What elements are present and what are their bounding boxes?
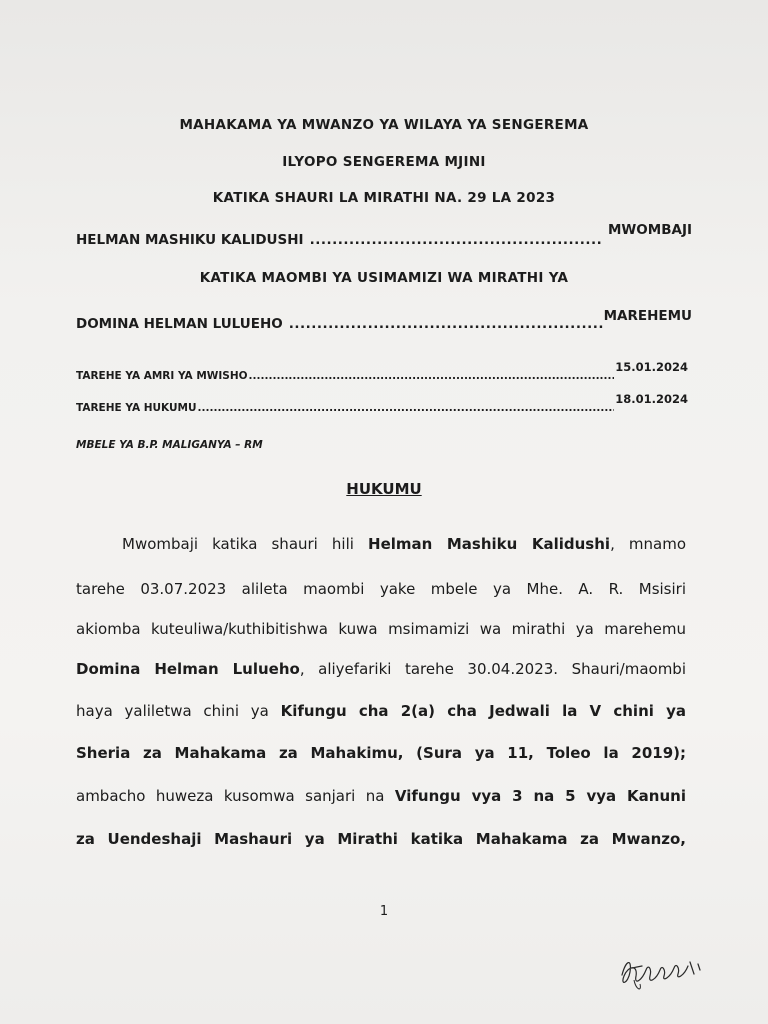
applicant-name: HELMAN MASHIKU KALIDUSHI [76,232,304,248]
case-number: KATIKA SHAURI LA MIRATHI NA. 29 LA 2023 [212,190,556,206]
signature-icon [612,940,712,1000]
last-order-label: TAREHE YA AMRI YA MWISHO [76,370,248,382]
text-span: Mwombaji katika shauri hili [122,535,369,553]
text-span: , mnamo [610,535,687,553]
last-order-row [76,358,688,382]
dot-leader [249,370,615,382]
body-line-7 [76,787,686,805]
judgment-title: HUKUMU [346,480,422,498]
judge-line: MBELE YA B.P. MALIGANYA – RM [76,439,263,451]
judgment-date-row [76,390,688,414]
text-span: ambacho huweza kusomwa sanjari na [76,787,395,805]
court-location: ILYOPO SENGEREMA MJINI [282,154,486,170]
matter-line: KATIKA MAOMBI YA USIMAMIZI WA MIRATHI YA [199,270,569,286]
deceased-row [76,306,692,332]
applicant-row [76,222,692,248]
body-line-3: akiomba kuteuliwa/kuthibitishwa kuwa msimamizi wa mirathi ya marehemu [76,620,686,638]
dot-leader [310,232,602,248]
court-name: MAHAKAMA YA MWANZO YA WILAYA YA SENGEREMA [179,117,589,133]
judgment-date: 18.01.2024 [615,392,688,406]
body-line-4 [76,660,686,678]
deceased-role: MAREHEMU [603,308,692,324]
rules-bold: Vifungu vya 3 na 5 vya Kanuni [394,787,686,805]
body-line-8: za Uendeshaji Mashauri ya Mirathi katika Mahakama za Mwanzo, [76,830,686,848]
judgment-date-label: TAREHE YA HUKUMU [76,402,197,414]
body-line-6: Sheria za Mahakama za Mahakimu, (Sura ya 11, Toleo la 2019); [76,744,686,762]
text-span: haya yaliletwa chini ya [76,702,281,720]
statute-bold: Kifungu cha 2(a) cha Jedwali la V chini ya [280,702,686,720]
deceased-name-bold: Domina Helman Lulueho [76,660,300,678]
applicant-role: MWOMBAJI [607,222,692,238]
applicant-name-bold: Helman Mashiku Kalidushi [368,535,611,553]
page-number: 1 [379,904,389,919]
last-order-date: 15.01.2024 [615,360,688,374]
deceased-name: DOMINA HELMAN LULUEHO [76,316,283,332]
dot-leader [198,402,615,414]
body-line-1 [122,535,686,553]
dot-leader [289,316,604,332]
body-line-5 [76,702,686,720]
body-line-2: tarehe 03.07.2023 alileta maombi yake mbele ya Mhe. A. R. Msisiri [76,580,686,598]
text-span: , aliyefariki tarehe 30.04.2023. Shauri/maombi [299,660,686,678]
